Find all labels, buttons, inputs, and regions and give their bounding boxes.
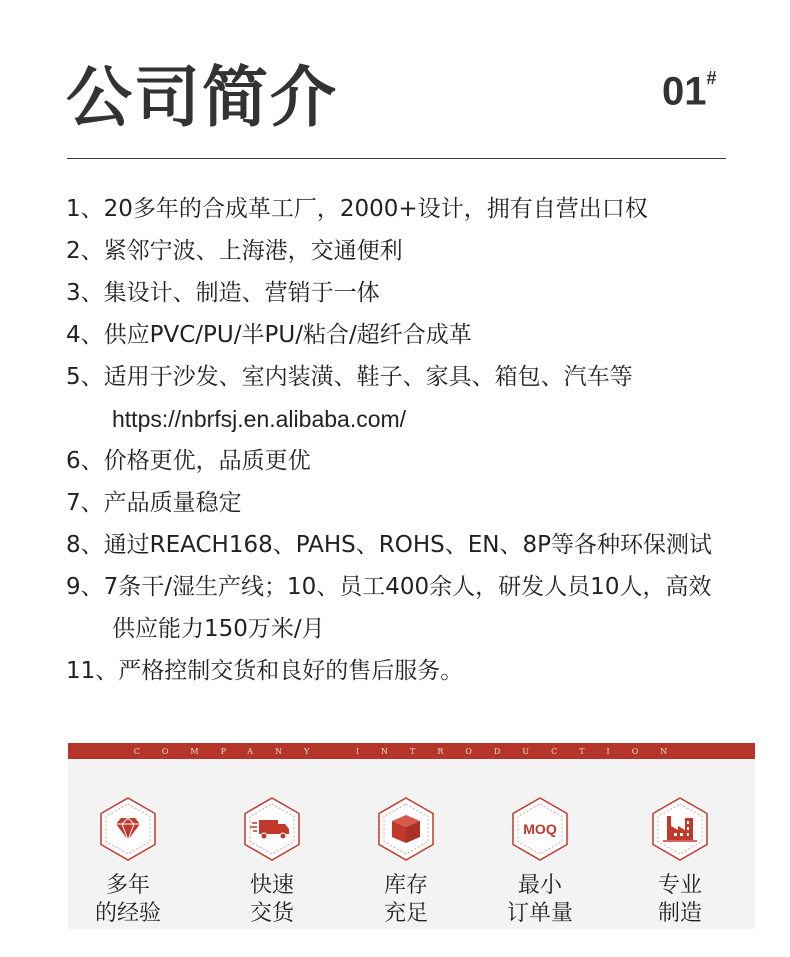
list-item: 9、7条干/湿生产线；10、员工400余人，研发人员10人，高效	[66, 574, 712, 600]
diamond-icon	[95, 796, 161, 862]
list-item: 6、价格更优，品质更优	[66, 448, 311, 474]
moq-icon	[507, 796, 573, 862]
feature-label-line2: 充足	[383, 901, 428, 926]
list-item: 11、严格控制交货和良好的售后服务。	[66, 658, 464, 684]
delivery-truck-icon	[239, 796, 305, 862]
feature-ample-stock	[346, 796, 466, 928]
list-item-url: https://nbrfsj.en.alibaba.com/	[112, 406, 407, 432]
list-item: 3、集设计、制造、营销于一体	[66, 280, 380, 306]
feature-label-line2: 制造	[657, 901, 702, 926]
moq-icon-text: MOQ	[523, 821, 557, 837]
feature-experience	[68, 796, 188, 928]
feature-label-line1: 专业	[657, 873, 702, 898]
page-number	[662, 56, 717, 119]
title-divider	[67, 158, 726, 159]
feature-label-line2: 订单量	[506, 901, 573, 926]
feature-minimum-order	[480, 796, 600, 928]
feature-label-line1: 多年	[105, 873, 150, 898]
factory-icon	[647, 796, 713, 862]
page-title: 公司简介	[66, 59, 338, 136]
list-item: 4、供应PVC/PU/半PU/粘合/超纤合成革	[66, 322, 472, 348]
feature-fast-delivery	[212, 796, 332, 928]
feature-label-line2: 交货	[249, 901, 294, 926]
feature-professional-manufacturing	[620, 796, 740, 928]
feature-label-line1: 快速	[249, 873, 294, 898]
feature-label-line2: 的经验	[94, 901, 161, 926]
list-item: 8、通过REACH168、PAHS、ROHS、EN、8P等各种环保测试	[66, 532, 712, 558]
feature-label-line1: 最小	[517, 873, 562, 898]
list-item-continuation: 供应能力150万米/月	[112, 616, 325, 642]
company-introduction-banner: COMPANY INTRODUCTION	[68, 743, 755, 759]
list-item: 7、产品质量稳定	[66, 490, 242, 516]
intro-list	[66, 188, 766, 692]
page-number-value: 01	[662, 69, 707, 114]
page-number-suffix: #	[706, 68, 717, 88]
list-item: 1、20多年的合成革工厂，2000+设计，拥有自营出口权	[66, 196, 648, 222]
list-item: 5、适用于沙发、室内装潢、鞋子、家具、箱包、汽车等	[66, 364, 633, 390]
feature-label-line1: 库存	[383, 873, 428, 898]
box-icon	[373, 796, 439, 862]
list-item: 2、紧邻宁波、上海港，交通便利	[66, 238, 403, 264]
